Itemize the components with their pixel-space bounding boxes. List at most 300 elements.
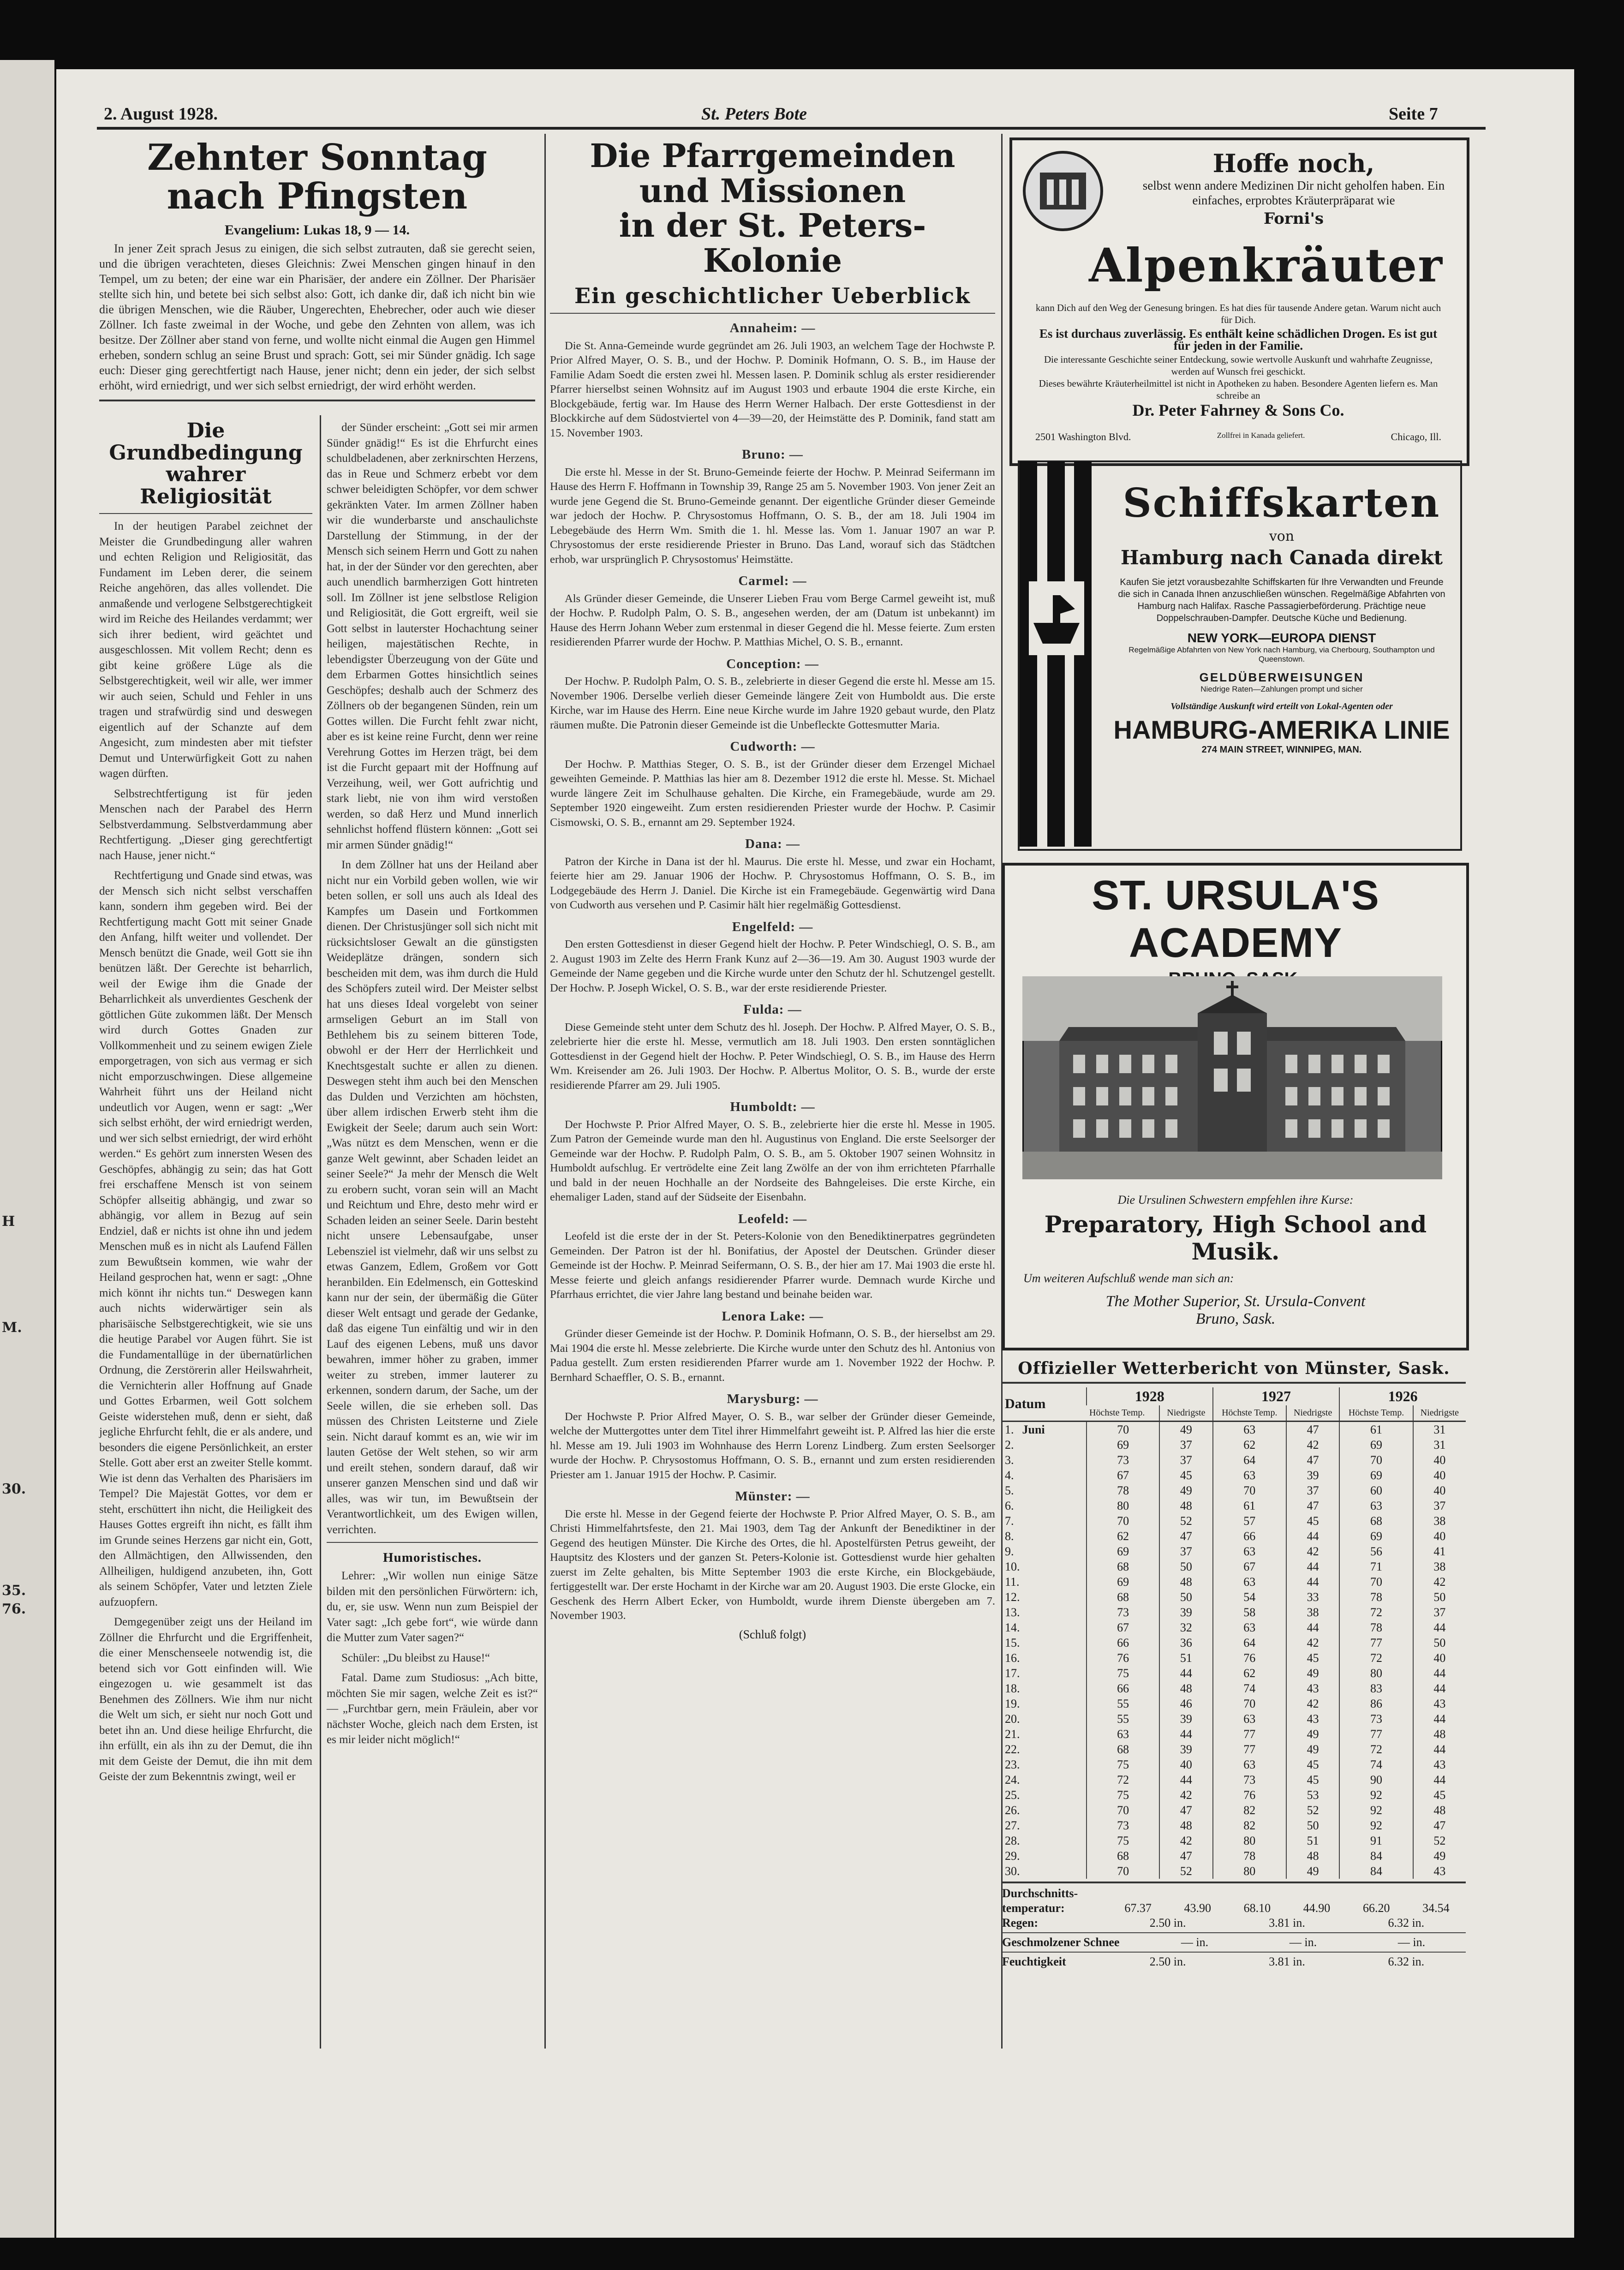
temp-value: 52 [1159,1513,1212,1529]
temp-value: 66 [1087,1635,1159,1650]
temp-value: 42 [1286,1635,1339,1650]
temp-value: 92 [1339,1787,1413,1803]
day-number: 23. [1005,1757,1020,1771]
day-number: 18. [1005,1681,1020,1695]
weather-row [1002,1437,1466,1452]
fragment: 30. [2,1481,26,1497]
temp-value: 70 [1087,1864,1159,1879]
temp-value: 42 [1159,1787,1212,1803]
divider [327,1542,538,1543]
day-number: 7. [1005,1514,1014,1528]
parish-text: Der Hochw. P. Matthias Steger, O. S. B., ist der Gründer dieser dem Erzengel Michael geweihten Gemeinde. P. Matthias las hier am 8. Dezember 1912 die erste hl. Messe. St. Michael wurde längere Zeit im Schulhause gehalten. Die Kirche, ein Framegebäude, wurde am 29. September 1920 eingeweiht. Zum ersten residierenden Priester wurde der Hochw. P. Casimir Cismowski, O. S. B., ernannt am 29. September 1924. [550,758,995,829]
gospel-text: In jener Zeit sprach Jesus zu einigen, die sich selbst zutrauten, daß sie gerecht seien, und die übrigen verachteten, dieses Gleichnis: Zwei Menschen gingen hinauf in den Tempel, um zu beten; der eine war ein Pharisäer, der andere ein Zöllner. Der Pharisäer stellte sich hin, und betete bei sich selbst also: Gott, ich danke dir, daß ich nicht bin wie die übrigen Menschen, wie die Räuber, Ungerechten, Ehebrecher, oder auch wie dieser Zöllner. Ich faste zweimal in der Woche, und gebe den Zehnten von allem, was ich besitze. Der Zöllner aber stand von ferne, und wollte nicht einmal die Augen gen Himmel erheben, sondern schlug an seine Brust und sprach: Gott, sei mir Sünder gnädig. Ich sage euch: Dieser ging gerechtfertigt nach Hause, jener nicht; denn ein jeder, der sich selbst erhöht, wird erniedrigt, und wer sich selbst erniedrigt, der wird erhöht werden. [99,242,535,393]
article-title: wahrer Religiosität [140,463,272,508]
temp-value: 42 [1286,1437,1339,1452]
paper-name: St. Peters Bote [701,104,807,124]
temp-value: 78 [1339,1620,1413,1635]
day-number: 15. [1005,1636,1020,1649]
temp-value: 63 [1213,1757,1286,1772]
academy-building-photo [1022,976,1442,1179]
temp-value: 67 [1213,1559,1286,1574]
temp-value: 62 [1213,1437,1286,1452]
temp-value: 57 [1213,1513,1286,1529]
ship-banner-icon [1020,461,1098,847]
temp-value: 44 [1413,1681,1466,1696]
temp-value: 38 [1286,1605,1339,1620]
row-date [1002,1620,1087,1635]
temp-value: 68 [1087,1559,1159,1574]
weather-row [1002,1544,1466,1559]
temp-value: 48 [1413,1803,1466,1818]
temp-value: 63 [1213,1468,1286,1483]
temp-value: 39 [1159,1711,1212,1726]
temp-value: 48 [1286,1848,1339,1864]
temp-value: 69 [1087,1544,1159,1559]
temp-value: 72 [1339,1605,1413,1620]
temp-value: 67 [1087,1620,1159,1635]
ad-money-title: GELDÜBERWEISUNGEN [1199,670,1364,684]
weather-row [1002,1864,1466,1879]
fragment: H [2,1213,15,1230]
weather-row [1002,1742,1466,1757]
article-continuation [327,420,538,1752]
temp-value: 48 [1159,1681,1212,1696]
temp-value: 48 [1159,1574,1212,1589]
weather-row [1002,1818,1466,1833]
ad-money-text: Niedrige Raten—Zahlungen prompt und sicher [1200,685,1363,693]
row-date [1002,1498,1087,1513]
ad-info: Vollständige Auskunft wird erteilt von Lokal-Agenten oder [1170,701,1393,711]
parish-text: Der Hochwste P. Prior Alfred Mayer, O. S. B., zelebrierte hier die erste hl. Messe in 1905. Zum Patron der Gemeinde wurde man den hl. Augustinus von England. Die erste Seelsorger der Gemeinde war der Hochw. P. Rudolph Palm, O. S. B., am 5. Oktober 1907 seinen Wohnsitz in Humboldt aufschlug. Er vertrödelte eine Zeit lang Zwölfe an der von ihm errichteten Pfarrhalle und bald in der neuen Hochhalle an der Nordseite des Bahngeleises. Die erste Kirche, ein ehemaliger Laden, stand auf der Südseite der Eisenbahn. [550,1118,995,1204]
weather-row [1002,1711,1466,1726]
temp-value: 75 [1087,1787,1159,1803]
temp-value: 83 [1339,1681,1413,1696]
ad-product-name: Alpenkräuter [1089,238,1443,293]
ad-text: Es ist durchaus zuverlässig. Es enthält keine schädlichen Drogen. Es ist gut für jeden in der Familie. [1039,327,1438,352]
temp-value: 70 [1087,1422,1159,1438]
parish-text: Gründer dieser Gemeinde ist der Hochw. P. Dominik Hofmann, O. S. B., der hierselbst am 29. Mai 1904 die erste hl. Messe zelebrierte. Die Kirche wurde unter den Schutz des hl. Antonius von Padua gestellt. Zum ersten residierenden Pfarrer wurde am 1. November 1922 der Hochw. P. Bernhard Schaeffler, O. S. B., ernannt. [550,1327,995,1384]
weather-row [1002,1848,1466,1864]
temp-value: 44 [1159,1772,1212,1787]
temp-value: 82 [1213,1818,1286,1833]
rain-value: 2.50 in. [1149,1916,1186,1930]
row-date [1002,1833,1087,1848]
temp-value: 47 [1286,1498,1339,1513]
avg-value: 68.10 [1243,1901,1271,1915]
temp-value: 55 [1087,1696,1159,1711]
temp-value: 91 [1339,1833,1413,1848]
temp-value: 62 [1087,1529,1159,1544]
article-grundbedingung [99,420,312,1789]
temp-value: 70 [1339,1574,1413,1589]
rain-label: Regen: [1002,1916,1038,1930]
sunday-gospel [99,138,535,408]
ad-customs: Zollfrei in Kanada geliefert. [1217,431,1305,440]
weather-row [1002,1772,1466,1787]
temp-value: 74 [1213,1681,1286,1696]
snow-label: Geschmolzener Schnee [1002,1935,1120,1949]
temp-value: 37 [1159,1437,1212,1452]
temp-value: 86 [1339,1696,1413,1711]
temp-value: 49 [1413,1848,1466,1864]
day-number: 14. [1005,1620,1020,1634]
temp-value: 76 [1213,1650,1286,1666]
row-date [1002,1635,1087,1650]
temp-value: 40 [1413,1529,1466,1544]
divider [99,400,535,401]
weather-title: Offizieller Wetterbericht von Münster, Sask. [1018,1359,1450,1378]
temp-value: 71 [1339,1559,1413,1574]
temp-value: 76 [1213,1787,1286,1803]
sub-header: Höchste Temp. [1213,1405,1286,1422]
weather-row [1002,1483,1466,1498]
weather-row [1002,1574,1466,1589]
ad-contact: The Mother Superior, St. Ursula-Convent [1105,1293,1366,1310]
temp-value: 42 [1413,1574,1466,1589]
temp-value: 44 [1286,1529,1339,1544]
weather-row [1002,1666,1466,1681]
temp-value: 72 [1087,1772,1159,1787]
divider [1002,1882,1466,1883]
avg-label: temperatur: [1002,1901,1065,1915]
temp-value: 40 [1413,1452,1466,1468]
temp-value: 52 [1286,1803,1339,1818]
temp-value: 68 [1087,1742,1159,1757]
temp-value: 70 [1213,1696,1286,1711]
parish-text: Der Hochw. P. Rudolph Palm, O. S. B., zelebrierte in dieser Gegend die erste hl. Messe am 15. November 1906. Derselbe verlieh dieser Gemeinde längere Zeit von Humboldt aus. Die erste Kirche, war im Hause des Herrn. Eine neue Kirche wurde im Jahre 1920 gebaut wurde, den Platz räumen mußte. Die Patronin dieser Gemeinde ist die Unbefleckte Gottesmutter Maria. [550,675,995,731]
day-number: 19. [1005,1697,1020,1710]
column-divider [544,134,546,2049]
temp-value: 49 [1159,1422,1212,1438]
avg-value: 44.90 [1303,1901,1331,1915]
row-date [1002,1787,1087,1803]
temp-value: 44 [1413,1620,1466,1635]
temp-value: 51 [1159,1650,1212,1666]
temp-value: 52 [1159,1864,1212,1879]
moisture-value: 3.81 in. [1269,1955,1305,1968]
temp-value: 76 [1087,1650,1159,1666]
temp-value: 45 [1286,1757,1339,1772]
temp-value: 49 [1286,1666,1339,1681]
temp-value: 63 [1087,1726,1159,1742]
column-divider [320,415,321,2049]
row-date [1002,1529,1087,1544]
temp-value: 56 [1339,1544,1413,1559]
day-number: 6. [1005,1499,1014,1512]
temp-value: 49 [1286,1864,1339,1879]
ad-service-text: Regelmäßige Abfahrten von New York nach Hamburg, via Cherbourg, Southampton und Queenstown. [1128,645,1435,663]
weather-row [1002,1620,1466,1635]
temp-value: 37 [1159,1544,1212,1559]
temp-value: 63 [1213,1422,1286,1438]
temp-value: 44 [1413,1711,1466,1726]
temp-value: 90 [1339,1772,1413,1787]
temp-value: 43 [1286,1681,1339,1696]
weather-row [1002,1559,1466,1574]
day-number: 25. [1005,1788,1020,1802]
row-date [1002,1681,1087,1696]
temp-value: 39 [1286,1468,1339,1483]
parish-title: Bruno: — [742,447,803,462]
day-number: 11. [1005,1575,1020,1589]
sub-header: Höchste Temp. [1339,1405,1413,1422]
weather-report [1002,1359,1466,1969]
parish-title: Marysburg: — [727,1392,818,1407]
temp-value: 63 [1213,1711,1286,1726]
ad-line-name: HAMBURG-AMERIKA LINIE [1113,715,1450,744]
day-number: 28. [1005,1834,1020,1847]
row-date [1002,1437,1087,1452]
parish-title: Dana: — [745,836,800,852]
day-number: 4. [1005,1468,1014,1482]
parish-text: Leofeld ist die erste der in der St. Peters-Kolonie von den Benediktinerpatres gegründeten Gemeinden. Der Patron ist der hl. Bonifatius, der Apostel der Deutschen. Gründer dieser Gemeinde ist der Hochw. P. Meinrad Seifermann, O. S. B., der hier am 17. Mai 1903 die erste hl. Messe feierte und gleich anfangs residierender Pfarrer wurde. Demnach wurde Kirche und Pfarrhaus errichtet, die vier Jahre lang bestand und beinahe beiden war. [550,1230,995,1301]
parishes-body [550,321,995,1623]
day-number: 24. [1005,1773,1020,1786]
temp-value: 64 [1213,1635,1286,1650]
parishes-headline: Die Pfarrgemeinden und Missionen [590,137,955,210]
temp-value: 50 [1413,1635,1466,1650]
ad-contact: Bruno, Sask. [1195,1310,1276,1327]
temp-value: 53 [1286,1787,1339,1803]
temp-value: 68 [1087,1589,1159,1605]
temp-value: 42 [1286,1544,1339,1559]
weather-rows [1002,1422,1466,1879]
temp-value: 43 [1413,1864,1466,1879]
row-date [1002,1468,1087,1483]
temp-value: 77 [1213,1742,1286,1757]
parish-text: Als Gründer dieser Gemeinde, die Unserer Lieben Frau vom Berge Carmel geweiht ist, muß der Hochw. P. Rudolph Palm, O. S. B., angesehen werden, der am (Datum ist unbekannt) im Hause des Herrn Johann Weber zum erstenmal in dieser Gegend die hl. Messe feierte. Zum ersten residierenden Pfarrer wurde der Hochw. P. Matthias Michel, O. S. B., ernannt. [550,592,995,649]
weather-row [1002,1726,1466,1742]
weather-row [1002,1635,1466,1650]
temp-value: 47 [1159,1803,1212,1818]
temp-value: 78 [1339,1589,1413,1605]
ad-service-title: NEW YORK—EUROPA DIENST [1187,631,1376,645]
temp-value: 66 [1213,1529,1286,1544]
temp-value: 48 [1159,1498,1212,1513]
parish-text: Diese Gemeinde steht unter dem Schutz des hl. Joseph. Der Hochw. P. Alfred Mayer, O. S. B., zelebrierte hier die erste hl. Messe, vermutlich am 18. Juli 1903. Den ersten sonntäglichen Gottesdienst in der Gegend hielt der Hochw. P. Peter Windschiegl, O. S. B., im Hause des Herrn Wm. Kreisender am 26. Juli 1903. Der Hochw. P. Albertus Molitor, O. S. B., wurde der erste residierende Pfarrer am 29. Juli 1905. [550,1021,995,1092]
ad-title: ST. URSULA'S ACADEMY [1092,872,1379,966]
row-date [1002,1605,1087,1620]
avg-value: 67.37 [1124,1901,1152,1915]
avg-label: Durchschnitts- [1002,1887,1078,1900]
temp-value: 63 [1213,1544,1286,1559]
temp-value: 63 [1339,1498,1413,1513]
row-date [1002,1726,1087,1742]
temp-value: 32 [1159,1620,1212,1635]
rain-value: 3.81 in. [1269,1916,1305,1930]
temp-value: 66 [1087,1681,1159,1696]
parish-text: Die erste hl. Messe in der St. Bruno-Gemeinde feierte der Hochw. P. Meinrad Seifermann im Hause des Herrn F. Hoffmann in Township 39, Range 25 am 5. November 1903. Von jener Zeit an wurde jene Gegend die St. Bruno-Gemeinde genannt. Der eigentliche Gründer dieser Gemeinde war jedoch der Hochw. P. Chrysostomus Hoffmann, O. S. B., der am 18. Juli 1904 im Lebegebäude des Herrn Wm. Smith die 1. hl. Messe las. Vom 1. Januar 1907 an war P. Chrysostomus der erste residierende Priester in Bruno. Das Land, worauf sich das Städtchen erhob, war ursprünglich P. Chrysostomus' Heimstätte. [550,466,995,566]
row-date [1002,1574,1087,1589]
row-date [1002,1483,1087,1498]
day-number: 5. [1005,1483,1014,1497]
sub-header: Niedrigste [1159,1405,1212,1422]
day-number: 17. [1005,1666,1020,1680]
parish-title: Carmel: — [738,573,807,589]
row-date [1002,1848,1087,1864]
issue-date: 2. August 1928. [104,104,218,124]
day-number: 2. [1005,1438,1014,1452]
temp-value: 58 [1213,1605,1286,1620]
ad-city: Chicago, Ill. [1391,431,1441,442]
gospel-reference: Evangelium: Lukas 18, 9 — 14. [225,222,410,238]
temp-value: 80 [1213,1864,1286,1879]
weather-row [1002,1452,1466,1468]
scan-background [1107,0,1624,69]
temp-value: 37 [1413,1605,1466,1620]
parish-text: Der Hochwste P. Prior Alfred Mayer, O. S. B., war selber der Gründer dieser Gemeinde, welche der Muttergottes unter dem Titel ihrer Himmelfahrt geweiht ist. P. Alfred las hier die erste hl. Messe am 19. Juli 1903 im Wohnhause des Herrn Lorenz Lindberg. Zum ersten Seelsorger wurde der Hochw. P. Chrysostomus Hoffmann, O. S. B., ernannt und zum ersten residierenden Priester am 1. Januar 1915 der Hochw. P. Casimir. [550,1410,995,1481]
parish-title: Lenora Lake: — [722,1308,824,1324]
weather-row [1002,1529,1466,1544]
weather-row [1002,1681,1466,1696]
temp-value: 38 [1413,1513,1466,1529]
temp-value: 47 [1286,1422,1339,1438]
row-date [1002,1757,1087,1772]
article-title: Die Grundbedingung [109,419,303,465]
temp-value: 69 [1339,1437,1413,1452]
temp-value: 84 [1339,1864,1413,1879]
weather-row [1002,1468,1466,1483]
day-number: 9. [1005,1544,1014,1558]
gospel-headline: Zehnter Sonntag nach Pfingsten [147,137,487,218]
ad-fornis: Forni's [1263,209,1324,228]
temp-value: 49 [1286,1742,1339,1757]
day-number: 26. [1005,1803,1020,1817]
weather-summary [1002,1886,1466,1969]
day-number: 27. [1005,1818,1020,1832]
continued-note: (Schluß folgt) [739,1627,806,1641]
day-number: 20. [1005,1712,1020,1726]
row-date [1002,1544,1087,1559]
temp-value: 49 [1286,1726,1339,1742]
temp-value: 67 [1087,1468,1159,1483]
ad-hoffe: Hoffe noch, [1212,149,1375,178]
weather-row [1002,1803,1466,1818]
temp-value: 44 [1413,1772,1466,1787]
sub-header: Niedrigste [1286,1405,1339,1422]
parish-title: Engelfeld: — [732,919,813,934]
day-number: 30. [1005,1864,1020,1878]
ad-more: Um weiteren Aufschluß wende man sich an: [1023,1272,1234,1285]
temp-value: 70 [1087,1803,1159,1818]
moisture-label: Feuchtigkeit [1002,1955,1066,1968]
temp-value: 64 [1213,1452,1286,1468]
article-body: In der heutigen Parabel zeichnet der Meister die Grundbedingung aller wahren und echten Religion und Religiosität, das Fundament im Leben derer, die seinem Reiche angehören, das alles vollendet. Die anmaßende und verlogene Selbstgerechtigkeit wird im Reiche des Heilandes verdammt; wer sich ihrer bedient, wird geächtet und ausgeschlossen. Mit vollem Recht; denn es gibt keine größere Lüge als die Selbstgerechtigkeit, weil wir alle, wer immer wir auch seien, Schuld und Fehler in uns tragen und strafwürdig sind und deswegen eigentlich auf der Schanzte auf dem Angesicht, zum mindesten aber mit tiefster Demut und Unterwürfigkeit Gott zu nahen wagen dürften. Selbstrechtfertigung ist für jeden Menschen nach der Parabel des Herrn Selbstverdammung. Selbstverdammung aber Rechtfertigung. „Dieser ging gerechtfertigt nach Hause, jener nicht.“ Rechtfertigung und Gnade sind etwas, was der Mensch sich nicht selbst verschaffen kann, sondern ihm gegeben wird. Bei der Rechtfertigung macht Gott mit seiner Gnade den Anfang, hilft weiter und vollendet. Der Mensch benützt die Gnade, weil Gott sie ihn benützen läßt. Der Gerechte ist beharrlich, weil der Ewige ihm die Gnade der Beharrlichkeit als unverdientes Geschenk der göttlichen Güte zukommen läßt. Der Mensch wird durch Gottes Gnaden zur Vollkommenheit und zu seinem ewigen Ziele emporgetragen, von sich aus vermag er sich nicht emporzuschwingen. Diese allgemeine Wahrheit führt uns der Heiland nicht undeutlich vor Augen, wenn er sagt: „Wer sich selbst erhöht, der wird erniedrigt werden, und wer sich selbst erniedrigt, der wird erhöht werden.“ Es gehört zum innersten Wesen des Geschöpfes, abhängig zu sein; das hat Gott frei erschaffene Mensch ist von seinem Schöpfer allseitig abhängig, und zwar so abhängig, vor allem in Bezug auf sein Endziel, daß er nichts ist ohne ihn und jedem Menschen muß es in nicht als Laufend Fällen zum Bewußtsein kommen, wie wahr der Heiland gesprochen hat, wenn er sagt: „Ohne mich könnt ihr nichts tun.“ Deswegen kann auch nichts widerwärtiger sein als pharisäische Selbstgerechtigkeit, wie sie uns die heutige Parabel vor Augen führt. Sie ist die Fundamentallüge in der übernatürlichen Ordnung, die Zerstörerin aller Heilswahrheit, die Vernichterin aller Hoffnung auf Gnade und Gottes Erbarmen, weil Gott solchem Geiste widerstehen muß, denn er sieht, daß jegliche Ehrfurcht fehlt, die er als andere, und besonders die eigene Persönlichkeit, an erster Stelle. Gott aber erst an zweiter Stelle kommt. Wie ist denn das Verhalten des Pharisäers im Tempel? Die Majestät Gottes, vor dem er steht, erschüttert ihn nicht, die Heiligkeit des Hauses Gottes ergreift ihn nicht, es fällt ihm im Grunde seines Herzens gar nicht ein, Gott, den Allmächtigen, den Allwissenden, den Allheiligen, huldigend anzubeten, ihn, Gott als seinem Schöpfer, Vater und letzten Ziele aufzuopfern. Demgegenüber zeigt uns der Heiland im Zöllner die Ehrfurcht und die Ergriffenheit, die einer Menschenseele notwendig ist, die betend sich vor Gott einfinden will. Wie eingezogen u. wie gesammelt ist das Benehmen des Zöllners. Wie ihm nur nicht die Welt um sich, er sieht nur noch Gott und betet ihn an. Und diese heilige Ehrfurcht, die ihn erfüllt, ein als ihn zu der Demut, die ihn mit dem Geiste der Demut, die ihn mit dem Geiste der zum Bekenntnis zwingt, weil er [99,520,312,1783]
weather-row [1002,1650,1466,1666]
row-date [1002,1711,1087,1726]
temp-value: 69 [1087,1574,1159,1589]
moisture-value: 6.32 in. [1388,1955,1425,1968]
temp-value: 60 [1339,1483,1413,1498]
temp-value: 62 [1213,1666,1286,1681]
weather-row [1002,1696,1466,1711]
rain-value: 6.32 in. [1388,1916,1425,1930]
temp-value: 72 [1339,1650,1413,1666]
temp-value: 78 [1087,1483,1159,1498]
temp-value: 47 [1159,1848,1212,1864]
temp-value: 78 [1213,1848,1286,1864]
article-body: der Sünder erscheint: „Gott sei mir armen Sünder gnädig!“ Es ist die Ehrfurcht eines schuldbeladenen, aber zerknirschten Herzens, das in Reue und Schmerz erbebt vor dem schwer beleidigten Schöpfer, vor dem schwer gekränkten Vater. Im armen Zöllner haben wir die wunderbarste und anschaulichste Darstellung der Stimmung, in der der Mensch sich seinem Herrn und Gott zu nahen hat, in der der Sünder vor den gerechten, aber auch unendlich barmherzigen Gott hintreten soll. Im Zöllner ist jene selbstlose Religion und Religiosität, die Gott ergreift, weil sie Gott selbst in lauterster Hochachtung seiner heiligen, majestätischen Rechte, in lebendigster Überzeugung von der Güte und dem Erbarmen Gottes hinsichtlich seines Geschöpfes; deshalb auch der Schmerz des Zöllners ob der begangenen Sünden, rein um Gottes willen. Die Furcht fehlt zwar nicht, aber es ist keine reine Furcht, denn wer reine Verehrung Gottes im Herzen trägt, bei dem ist die Furcht gepaart mit der Hoffnung auf Verzeihung, weil, wer Gott aufrichtig und stark liebt, nie von ihm wird verstoßen werden, so daß Herz und Mund innerlich sehnlichst hoffend flüstern können: „Gott sei mir armen Sünder gnädig!“ In dem Zöllner hat uns der Heiland aber nicht nur ein Vorbild geben wollen, wie wir beten sollen, er soll uns auch als Ideal des Kampfes um Dasein und Fortkommen dienen. Der Christusjünger soll sich nicht mit rücksichtsloser Gewalt an die günstigsten Weideplätze drängen, sondern sich bescheiden mit dem, was ihm durch die Huld des Schöpfers zuteil wird. Der Meister selbst hat uns dieses Ideal vorgelebt von seiner armseligen Geburt an im Stall von Bethlehem bis zu seinem bitteren Tode, obwohl er der Herr der Herrlichkeit und Knechtsgestalt suchte er allen zu dienen. Deswegen steht ihm auch bei den Menschen das Dulden und Verzichten am höchsten, über allem irdischen Erwerb steht ihm die Ewigkeit der Seele; darum auch sein Wort: „Was nützt es dem Menschen, wenn er die ganze Welt gewinnt, aber Schaden leidet an seiner Seele?“ Ja mehr der Mensch die Welt zu erobern sucht, voran sein will an Macht und Reichtum und Ehre, desto mehr wird er Schaden leiden an seiner Seele. Darin besteht nicht unsere Lebensaufgabe, unser Lebensziel ist vielmehr, daß wir uns selbst zu etwas Ganzem, Edlem, Großem vor Gott heranbilden. Ein Edelmensch, ein Gotteskind kann nur der sein, der übermäßig die Güter dieser Welt entsagt und gerade der Gedanke, daß das eigene Tun einfältig und wir in den Lauf des eigenen Lebens, muß uns davor bewahren, immer höher zu graben, immer weiter zu streben, immer lauterer zu erkennen, sondern darum, der Sache, um der Seele willen, die sie erheben soll. Das müssen des Christen Leitsterne und Ziele sein. Nicht darauf kommt es an, wie wir im lauten Getöse der Welt stehen, so wir arm und ereilt stehen, sondern darauf, daß wir unserer ganzen Menschen sind und daß wir alles, was wir tun, im Bewußtsein der Verantwortlichkeit, um des Ewigen willen, verrichten. [327,421,538,1536]
temp-value: 68 [1339,1513,1413,1529]
weather-row [1002,1422,1466,1438]
temp-value: 33 [1286,1589,1339,1605]
temp-value: 69 [1339,1529,1413,1544]
temp-value: 31 [1413,1422,1466,1438]
temp-value: 45 [1286,1650,1339,1666]
temp-value: 39 [1159,1742,1212,1757]
ad-text: Die interessante Geschichte seiner Entdeckung, sowie wertvolle Auskunft und wahrhafte Zeugnisse, werden auf Wunsch frei geschickt. [1044,354,1433,377]
temp-value: 45 [1159,1468,1212,1483]
temp-value: 69 [1087,1437,1159,1452]
parish-title: Cudworth: — [730,739,815,754]
temp-value: 43 [1413,1757,1466,1772]
header-rule [97,127,1486,130]
temp-value: 72 [1339,1742,1413,1757]
weather-row [1002,1833,1466,1848]
temp-value: 75 [1087,1757,1159,1772]
temp-value: 40 [1413,1468,1466,1483]
weather-row [1002,1498,1466,1513]
year-header: 1928 [1087,1387,1213,1405]
temp-value: 46 [1159,1696,1212,1711]
temp-value: 73 [1087,1452,1159,1468]
temp-value: 63 [1213,1574,1286,1589]
temp-value: 37 [1413,1498,1466,1513]
avg-value: 34.54 [1422,1901,1450,1915]
temp-value: 42 [1286,1696,1339,1711]
ad-courses: Preparatory, High School and Musik. [1044,1211,1427,1265]
humor-body: Lehrer: „Wir wollen nun einige Sätze bilden mit den persönlichen Fürwörtern: ich, du, er, sie usw. Wenn nun zum Beispiel der Vater sagt: „Ich gebe fort“, wie würde dann die Mutter zum Vater sagen?“ Schüler: „Du bleibst zu Hause!“ Fatal. Dame zum Studiosus: „Ach bitte, möchten Sie mir sagen, welche Zeit es ist?“ — „Furchtbar gern, mein Fräulein, aber vor nächster Woche, gleich nach dem Ersten, ist es mir leider nicht möglich!“ [327,1570,538,1746]
day-number: 8. [1005,1529,1014,1543]
ad-address: 2501 Washington Blvd. [1035,431,1131,442]
ad-ursula-academy [1002,863,1469,1350]
temp-value: 77 [1339,1635,1413,1650]
fragment: 76. [2,1601,26,1617]
sub-header: Höchste Temp. [1087,1405,1159,1422]
temp-value: 44 [1159,1666,1212,1681]
snow-value: — in. [1289,1935,1317,1949]
temp-value: 92 [1339,1803,1413,1818]
temp-value: 49 [1159,1483,1212,1498]
temp-value: 47 [1159,1529,1212,1544]
row-date [1002,1864,1087,1879]
temp-value: 40 [1413,1650,1466,1666]
parish-title: Annaheim: — [729,321,816,336]
parish-title: Fulda: — [743,1002,802,1017]
parishes-headline: in der St. Peters-Kolonie [619,206,926,280]
temp-value: 70 [1213,1483,1286,1498]
row-date [1002,1818,1087,1833]
ad-title: Schiffskarten [1122,480,1441,526]
temp-value: 70 [1087,1513,1159,1529]
day-number: 10. [1005,1559,1020,1573]
temp-value: 40 [1413,1483,1466,1498]
parish-title: Conception: — [726,656,819,671]
temp-value: 70 [1339,1452,1413,1468]
temp-value: 41 [1413,1544,1466,1559]
moisture-value: 2.50 in. [1149,1955,1186,1968]
day-number: 21. [1005,1727,1020,1741]
temp-value: 38 [1413,1559,1466,1574]
divider [99,513,312,514]
row-date [1002,1559,1087,1574]
temp-value: 75 [1087,1833,1159,1848]
temp-value: 45 [1286,1513,1339,1529]
ad-intro: selbst wenn andere Medizinen Dir nicht geholfen haben. Ein einfaches, erprobtes Kräuterpräparat wie [1142,179,1445,207]
parish-text: Die St. Anna-Gemeinde wurde gegründet am 26. Juli 1903, an welchem Tage der Hochwste P. Prior Alfred Mayer, O. S. B., und der Hochw. P. Dominik Hofmann, O. S. B., im Hause der Familie Adam Soedt die ersten zwei hl. Messen lasen. P. Dominik schlug als erster residierender Pfarrer hierselbst seinen Wohnsitz auf im August 1903 und erbaute 1904 die erste Kirche, ein Blockgebäude, fertig war. Im Hause des Herrn Werner Halbach. Der erste Gottesdienst in der Blockkirche auf dem Südostviertel von 4—39—20, der Heimstätte des P. Dominik, fand statt am 15. November 1903. [550,339,995,439]
ad-address: 274 MAIN STREET, WINNIPEG, MAN. [1201,745,1362,755]
temp-value: 68 [1087,1848,1159,1864]
